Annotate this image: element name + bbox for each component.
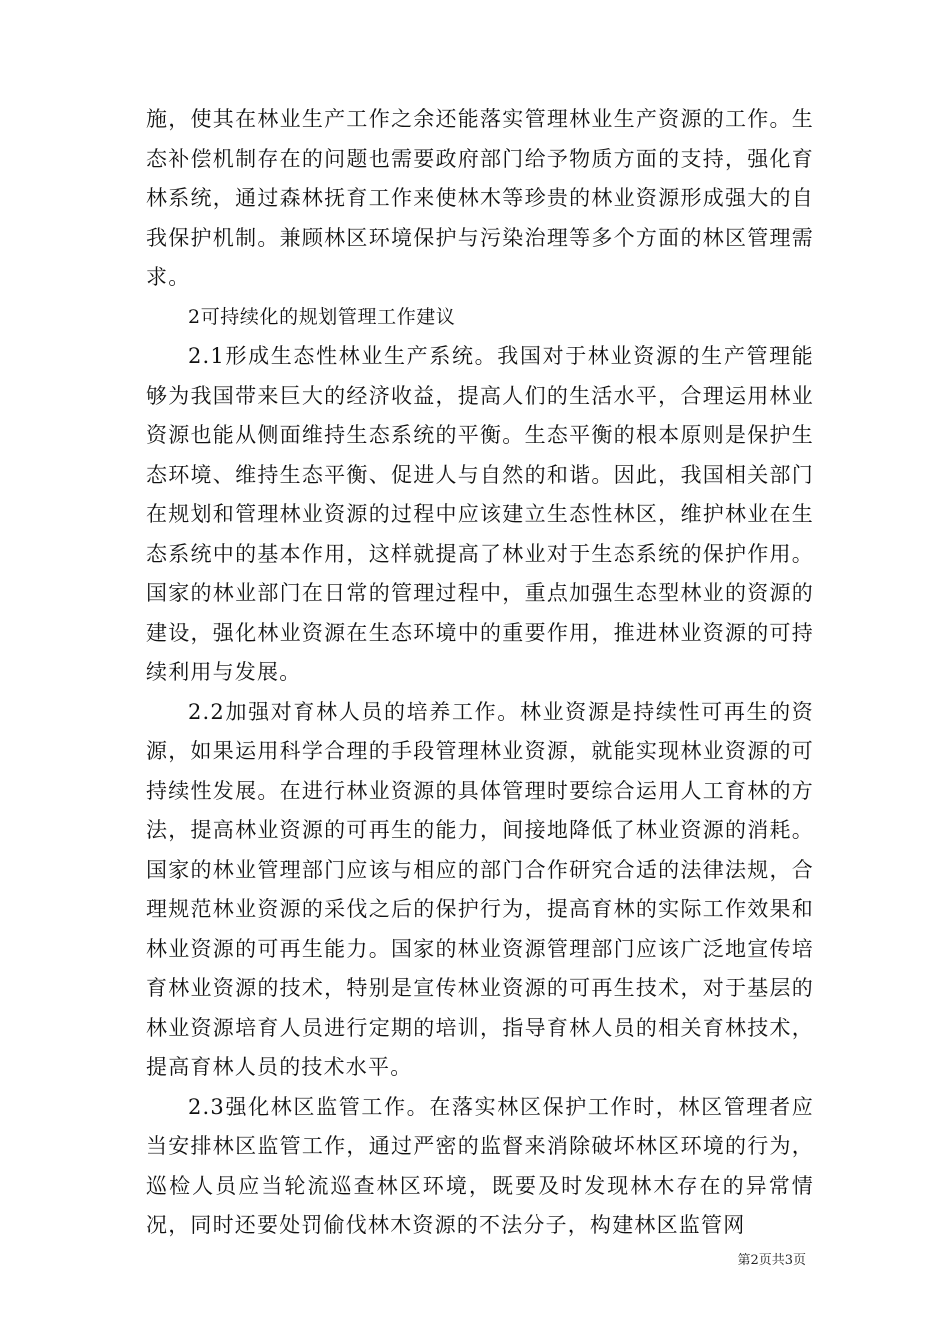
paragraph-2-1: 2.1形成生态性林业生产系统。我国对于林业资源的生产管理能够为我国带来巨大的经济收益，提高人们的生活水平，合理运用林业资源也能从侧面维持生态系统的平衡。生态平衡的根本原则是保护生态环境、维持生态平衡、促进人与自然的和谐。因此，我国相关部门在规划和管理林业资源的过程中应该建立生态性林区，维护林业在生态系统中的基本作用，这样就提高了林业对于生态系统的保护作用。国家的林业部门在日常的管理过程中，重点加强生态型林业的资源的建设，强化林业资源在生态环境中的重要作用，推进林业资源的可持续利用与发展。 <box>146 344 814 684</box>
paragraph-2-2: 2.2加强对育林人员的培养工作。林业资源是持续性可再生的资源，如果运用科学合理的手段管理林业资源，就能实现林业资源的可持续性发展。在进行林业资源的具体管理时要综合运用人工育林的方法，提高林业资源的可再生的能力，间接地降低了林业资源的消耗。国家的林业管理部门应该与相应的部门合作研究合适的法律法规，合理规范林业资源的采伐之后的保护行为，提高育林的实际工作效果和林业资源的可再生能力。国家的林业资源管理部门应该广泛地宣传培育林业资源的技术，特别是宣传林业资源的可再生技术，对于基层的林业资源培育人员进行定期的培训，指导育林人员的相关育林技术，提高育林人员的技术水平。 <box>146 699 814 1079</box>
paragraph-continuation: 施，使其在林业生产工作之余还能落实管理林业生产资源的工作。生态补偿机制存在的问题也需要政府部门给予物质方面的支持，强化育林系统，通过森林抚育工作来使林木等珍贵的林业资源形成强大的自我保护机制。兼顾林区环境保护与污染治理等多个方面的林区管理需求。 <box>146 107 814 289</box>
page-number-footer: 第2页共3页 <box>737 1253 806 1268</box>
paragraph-2-3: 2.3强化林区监管工作。在落实林区保护工作时，林区管理者应当安排林区监管工作，通过严密的监督来消除破坏林区环境的行为，巡检人员应当轮流巡查林区环境，既要及时发现林木存在的异常情况，同时还要处罚偷伐林木资源的不法分子，构建林区监管网 <box>146 1094 814 1237</box>
document-body <box>146 100 814 1246</box>
section-heading: 2可持续化的规划管理工作建议 <box>188 305 456 328</box>
